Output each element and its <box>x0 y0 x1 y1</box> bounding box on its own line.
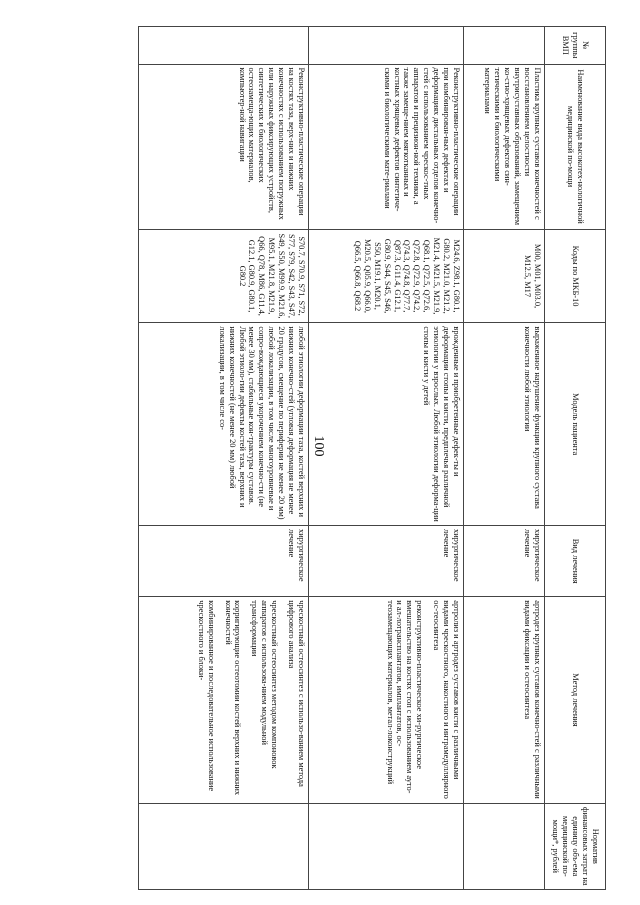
method-item: реконструктивно-пластическое хи-рургическое вмешательство на костях стоп с использованием ауто- и ал-лотрансплантатов, имплантатов, ос-теозамещающих материалов, метал-локонструкций <box>385 600 425 794</box>
cell-treatment-method <box>309 597 464 803</box>
cell-cost-norm <box>309 803 464 889</box>
cell-care-type: Реконструктивно-пластические операции при комбинирован-ных дефектах и деформациях дистальных отделов конечно-стей с использованием чрескос-тных аппаратов и прецизион-ной техники, а также замеще-нием мягкотканных и костных хрящевых дефектов синтетиче-скими и биологическими мате-риалами <box>309 64 464 229</box>
cell-treatment-type: хирургическое лечение <box>309 526 464 597</box>
cell-icd-codes: S70.7, S70.9, S71, S72, S77, S79, S42, S43, S47, S49, S50, M99.9, M21.6, M95.1, M21.8, M21.9, Q66, Q78, M86, G11.4, G12.1, G80.9, G80.1, G80.2 <box>139 229 309 323</box>
cell-patient-model: любой этиологии деформации таза, костей верхних и нижних конечно-стей (угловая деформация не менее 20 градусов, смещение по периферии не менее 20 мм) любой локализации, в том числе многоуровневые и сопро-вождающиеся укорочением конечно-сти (не менее 30 мм), стабильные кон-трактуры суставов. Любой этиоло-гии дефекты костей таза, верхних и нижних конечностей (не менее 20 мм) любой локализации, в том числе со- <box>139 323 309 526</box>
header-row <box>545 27 606 890</box>
table-row <box>309 27 464 890</box>
cell-treatment-method <box>464 597 545 803</box>
header-treatment-method: Метод лечения <box>545 597 606 803</box>
cell-group <box>464 27 545 65</box>
cell-patient-model: врожденные и приобретенные дефек-ты и деформации стопы и кисти, предплечья различной этиологии у взрослых. Любой этиологии деформа-ции стопы и кисти у детей <box>309 323 464 526</box>
cell-care-type: Пластика крупных суставов конечностей с восстановлением целостности внутрисуставных образований, замещением ко-стно-хрящевых дефектов син-тетическими и биологическими материалами <box>464 64 545 229</box>
cell-group <box>309 27 464 65</box>
cell-treatment-type: хирургическое лечение <box>464 526 545 597</box>
header-care-type: Наименование вида высокотех-нологичной медицинской по-мощи <box>545 64 606 229</box>
method-item: артродез крупных суставов конечно-стей с различными видами фиксации и остеосинтеза <box>523 600 542 799</box>
vmp-table <box>138 26 606 890</box>
method-item: комбинированное и последовательное использование чрескостного и блоки- <box>196 600 216 792</box>
table-header <box>545 27 606 890</box>
page-number: 100 <box>311 435 326 457</box>
table-row <box>139 27 309 890</box>
cell-cost-norm <box>139 803 309 889</box>
header-icd-codes: Коды по МКБ-10 <box>545 229 606 323</box>
method-item: чрескостный остеосинтез методом компоновок аппаратов с использова-нием модульной трансформации <box>250 600 280 769</box>
header-treatment-type: Вид лечения <box>545 526 606 597</box>
cell-patient-model: выраженное нарушение функции крупного сустава конечности любой этиологии <box>464 323 545 526</box>
method-item: корригирующие остеотомии костей верхних и нижних конечностей <box>223 600 243 796</box>
header-group-number: № группы ВМП <box>545 27 606 65</box>
header-cost-norm: Норматив финансовых затрат на единицу объ-ема медицинской по-мощи*, рублей <box>545 803 606 889</box>
header-patient-model: Модель пациента <box>545 323 606 526</box>
cell-care-type: Реконструктивно-пластические операции на костях таза, верх-них и нижних конечностях с использованием погружных или наружных фиксирующих устройств, синтетических и биологических остеозамеща-ющих материалов, компьютер-ной навигации <box>139 64 309 229</box>
cell-group <box>139 27 309 65</box>
cell-treatment-type: хирургическое лечение <box>139 526 309 597</box>
cell-icd-codes: M24.6, Z98.1, G80.1, G80.2, M21.0, M21.2, M21.4, M21.5, M21.9, Q68.1, Q72.5, Q72.6, Q72.8, Q72.9, Q74.2, Q74.3, Q74.8, Q77.7, Q87.3, G11.4, G12.1, G80.9, S44, S45, S46, S50, M19.1, M20.1, M20.5, Q05.9, Q66.0, Q66.5, Q66.8, Q68.2 <box>309 229 464 323</box>
method-item: артролиз и артродез суставов кисти с различными видами чрескостного, накостного и интрамедуллярного ос-теосинтеза <box>432 600 461 799</box>
cell-treatment-method <box>139 597 309 803</box>
cell-cost-norm <box>464 803 545 889</box>
table-row <box>464 27 545 890</box>
cell-icd-codes: M00, M01, M03.0, M12.5, M17 <box>464 229 545 323</box>
method-item: чрескостный остеосинтез с использо-ванием метода цифрового анализа <box>287 600 306 787</box>
